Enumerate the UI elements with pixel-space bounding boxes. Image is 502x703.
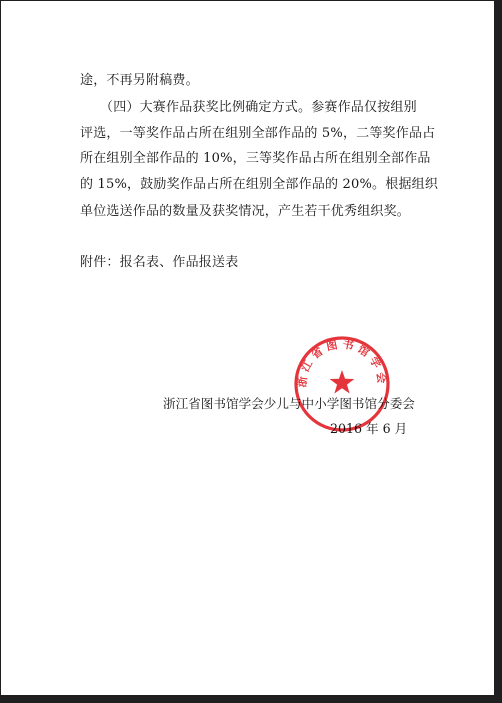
body-line-5: 的 15%，鼓励奖作品占所在组别全部作品的 20%。根据组织 [80,177,439,192]
body-line-6: 单位选送作品的数量及获奖情况，产生若干优秀组织奖。 [80,204,411,219]
document-page [1,1,494,695]
attachment-list: 附件：报名表、作品报送表 [80,255,239,270]
body-line-4: 所在组别全部作品的 10%，三等奖作品占所在组别全部作品 [80,151,431,166]
body-line-3: 评选，一等奖作品占所在组别全部作品的 5%，二等奖作品占 [80,126,436,141]
signature-date: 2016 年 6 月 [330,421,408,436]
body-line-1: 途，不再另附稿费。 [80,73,199,88]
body-line-2: （四）大赛作品获奖比例确定方式。参赛作品仅按组别 [100,100,417,115]
seal-ring-textpath: 浙江省图书馆学会 [295,337,389,389]
star-icon [330,370,355,394]
signature-organization: 浙江省图书馆学会少儿与中小学图书馆分委会 [163,396,415,411]
official-seal-stamp [289,331,395,437]
